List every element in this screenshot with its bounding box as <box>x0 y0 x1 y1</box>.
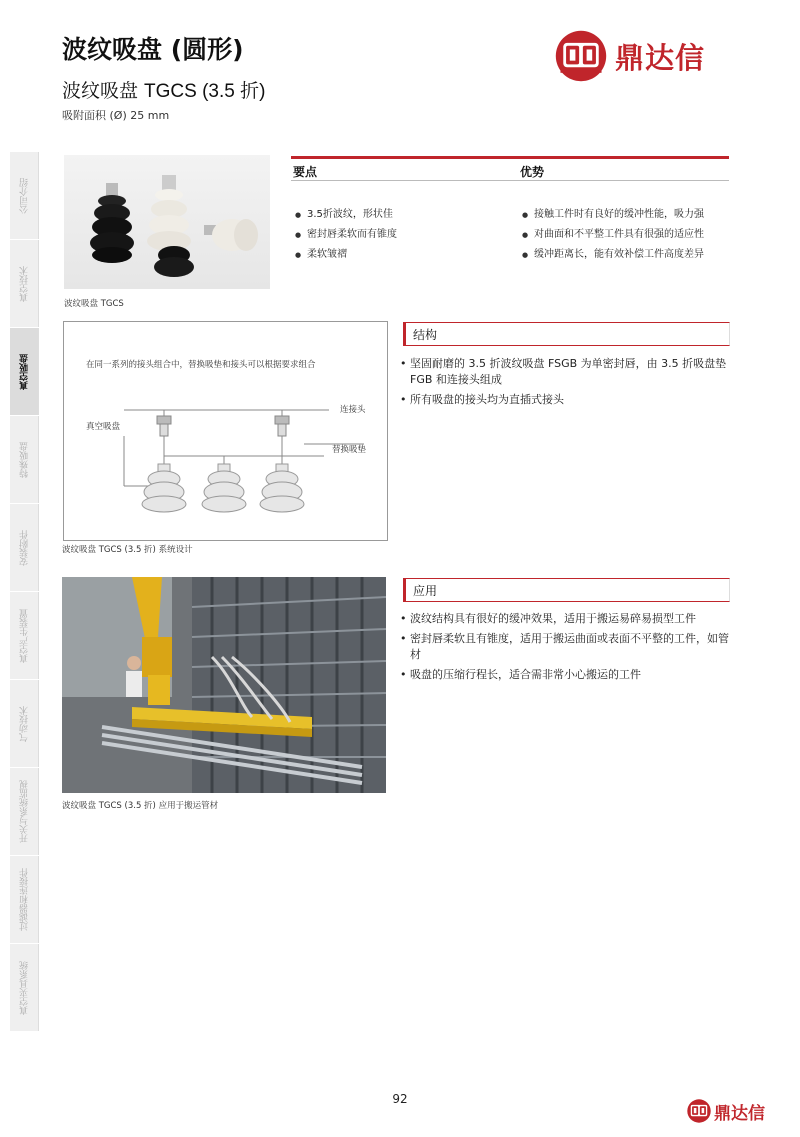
system-diagram <box>63 321 388 541</box>
diagram-caption: 波纹吸盘 TGCS (3.5 折) 系统设计 <box>62 545 193 555</box>
side-tab-label: 真空吸盘 <box>19 353 30 390</box>
side-nav <box>10 152 38 1032</box>
side-tab-label: 过滤器和连接件 <box>19 868 30 931</box>
application-heading: 应用 <box>403 578 730 602</box>
diagram-note: 在同一系列的接头组合中，替换吸垫和接头可以根据要求组合 <box>86 360 316 370</box>
side-tab-label: 真空夹具系统 <box>19 960 30 1015</box>
side-tab-gripper-systems[interactable] <box>10 944 39 1031</box>
side-tab-filters[interactable] <box>10 856 39 943</box>
list-item: ● 3.5折波纹，形状佳 <box>293 205 493 225</box>
side-tab-special-cups[interactable] <box>10 416 39 503</box>
list-item: ● 对曲面和不平整工件具有很强的适应性 <box>520 225 735 245</box>
application-photo <box>62 577 386 793</box>
side-tab-pneumatics[interactable] <box>10 680 39 767</box>
brand-emblem-icon <box>686 1098 712 1124</box>
side-tab-label: 特殊吸盘 <box>19 441 30 478</box>
footer-logo <box>686 1098 765 1124</box>
side-tab-switches[interactable] <box>10 768 39 855</box>
key-points <box>293 163 493 265</box>
brand-logo <box>553 26 753 86</box>
product-photo <box>64 155 270 289</box>
side-tab-company[interactable] <box>10 152 39 239</box>
label-suction-cup: 真空吸盘 <box>86 422 121 432</box>
side-tab-generators[interactable] <box>10 592 39 679</box>
side-tab-label: 真空产生装置 <box>19 608 30 663</box>
list-item: • 所有吸盘的接头均为直插式接头 <box>400 392 730 408</box>
list-item: ● 接触工件时有良好的缓冲性能，吸力强 <box>520 205 735 225</box>
section-rule <box>291 156 729 159</box>
list-item: • 吸盘的压缩行程长，适合需非常小心搬运的工件 <box>400 667 730 683</box>
side-tab-label: 气动技术 <box>19 705 30 742</box>
structure-heading: 结构 <box>403 322 730 346</box>
advantages <box>520 163 735 265</box>
brand-emblem-icon <box>553 28 609 84</box>
suction-area: 吸附面积 (Ø) 25 mm <box>62 109 170 122</box>
list-item: • 波纹结构具有很好的缓冲效果，适用于搬运易碎易损型工件 <box>400 611 730 627</box>
label-connector: 连接头 <box>340 405 366 415</box>
side-tab-label: 安装附件 <box>19 529 30 566</box>
label-pad: 替换吸垫 <box>332 445 367 455</box>
application-caption: 波纹吸盘 TGCS (3.5 折) 应用于搬运管材 <box>62 801 219 811</box>
subtitle-model: TGCS (3.5 折) <box>144 81 266 102</box>
side-tab-label: 开关与系统监视 <box>19 780 30 843</box>
list-item: • 坚固耐磨的 3.5 折波纹吸盘 FSGB 为单密封唇，由 3.5 折吸盘垫 FGB 和连接头组成 <box>400 356 730 388</box>
footer-brand-name: 鼎达信 <box>714 1103 765 1124</box>
list-item: ● 柔软皱褶 <box>293 245 493 265</box>
brand-name: 鼎达信 <box>615 40 706 75</box>
product-subtitle <box>62 76 265 103</box>
side-tab-vacuum-tech[interactable] <box>10 240 39 327</box>
list-item: • 密封唇柔软且有锥度，适用于搬运曲面或表面不平整的工件，如管材 <box>400 631 730 663</box>
list-item: ● 缓冲距离长，能有效补偿工件高度差异 <box>520 245 735 265</box>
structure-list <box>400 356 730 412</box>
product-photo-caption: 波纹吸盘 TGCS <box>64 299 124 309</box>
key-points-heading: 要点 <box>293 165 318 179</box>
side-tab-mounting[interactable] <box>10 504 39 591</box>
page-title: 波纹吸盘 (圆形) <box>62 35 244 64</box>
side-tab-label: 真空技术 <box>19 265 30 302</box>
side-tab-suction-cups[interactable] <box>10 328 39 415</box>
application-list <box>400 611 730 687</box>
list-item: ● 密封唇柔软而有锥度 <box>293 225 493 245</box>
subtitle-cn: 波纹吸盘 <box>62 80 145 102</box>
advantages-heading: 优势 <box>520 165 545 179</box>
side-tab-label: 公司介绍 <box>19 177 30 214</box>
page-number: 92 <box>392 1092 408 1106</box>
